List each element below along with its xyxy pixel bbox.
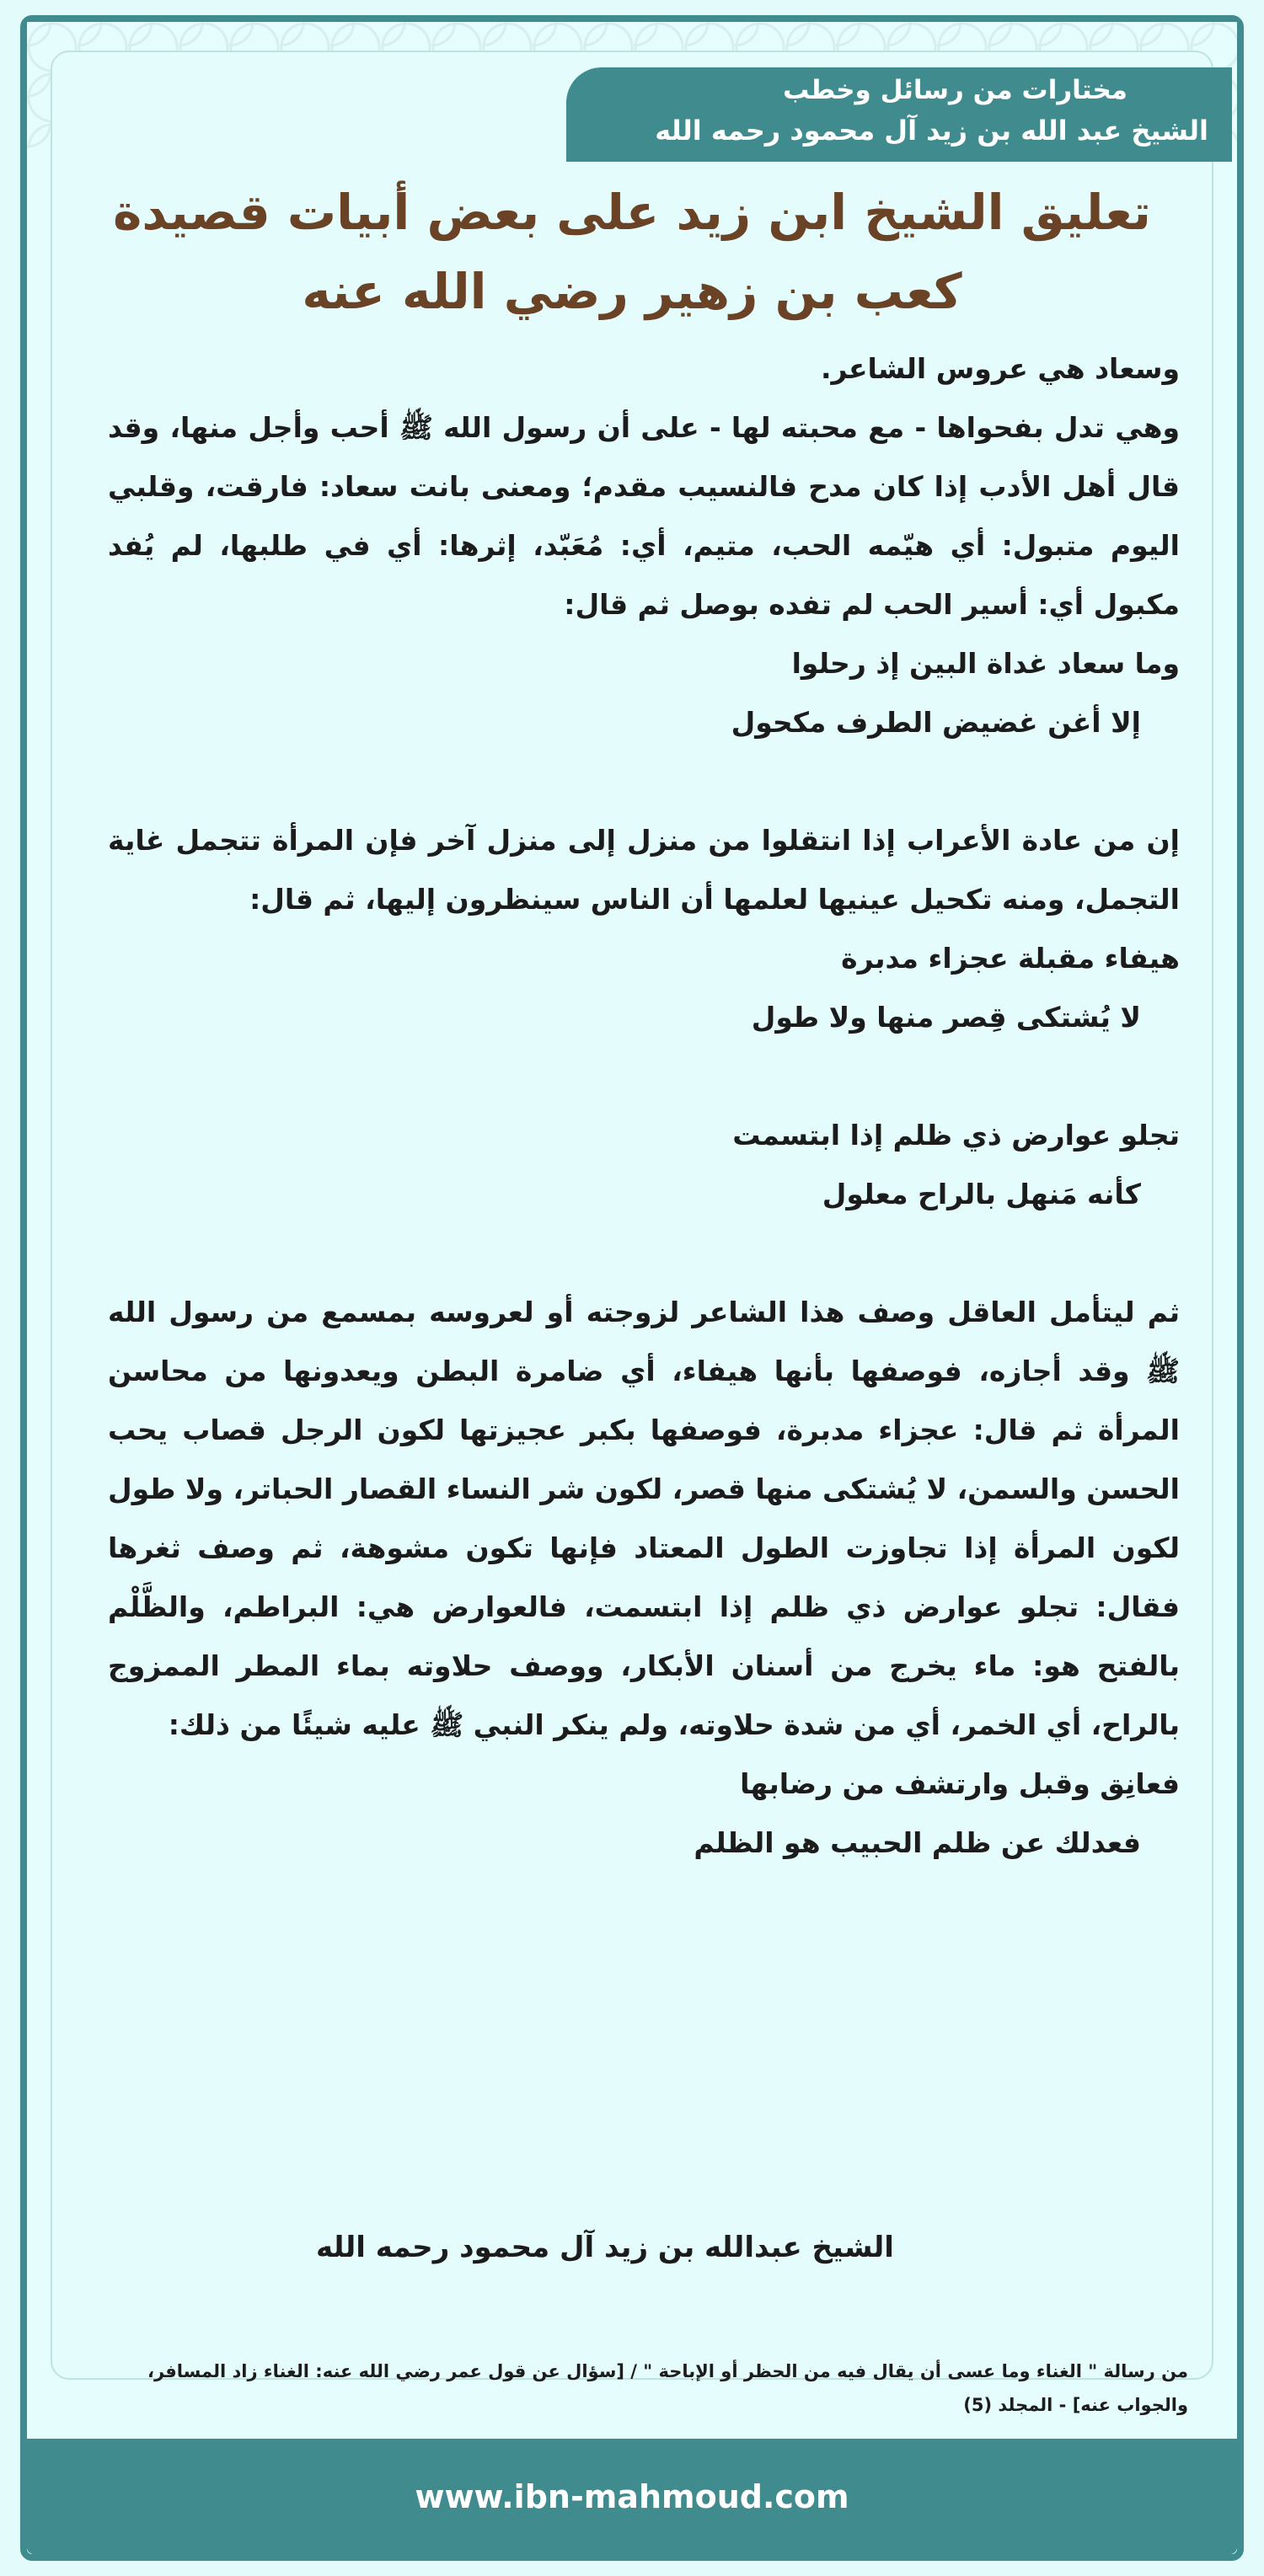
poem-verse-second-half: كأنه مَنهل بالراح معلول (822, 1178, 1141, 1211)
paragraph: وهي تدل بفحواها - مع محبته لها - على أن رسول الله ﷺ أحب وأجل منها، وقد قال أهل الأدب إذا كان مدح فالنسيب مقدم؛ ومعنى بانت سعاد: فارقت، وقلبي اليوم متبول: أي هيّمه الحب، متيم، أي: مُعَبّد، إثرها: أي في طلبها، لم يُفد مكبول أي: أسير الحب لم تفده بوصل ثم قال: (108, 411, 1180, 621)
author-signature: الشيخ عبدالله بن زيد آل محمود رحمه الله (316, 2231, 894, 2264)
article-title-line2: كعب بن زهير رضي الله عنه (302, 263, 962, 320)
spacer (108, 1224, 1180, 1283)
poem-verse-second-half: لا يُشتكى قِصر منها ولا طول (751, 1001, 1141, 1034)
poem-verse-second-half: إلا أغن غضيض الطرف مكحول (731, 706, 1141, 739)
article-body (108, 339, 1180, 1873)
poem-verse-first-half: وما سعاد غداة البين إذ رحلوا (791, 647, 1180, 680)
article-title (76, 173, 1188, 331)
series-author: الشيخ عبد الله بن زيد آل محمود رحمه الله (655, 115, 1208, 147)
poem-verse-second-half: فعدلك عن ظلم الحبيب هو الظلم (694, 1826, 1141, 1859)
article-title-line1: تعليق الشيخ ابن زيد على بعض أبيات قصيدة (113, 184, 1151, 241)
spacer (108, 752, 1180, 811)
source-citation: من رسالة " الغناء وما عسى أن يقال فيه من الحظر أو الإباحة " / [سؤال عن قول عمر رضي الله عنه: الغناء زاد المسافر، والجواب عنه] - المجلد (5) (147, 2361, 1188, 2415)
series-title: مختارات من رسائل وخطب (783, 75, 1127, 105)
poem-verse-first-half: هيفاء مقبلة عجزاء مدبرة (841, 942, 1180, 975)
paragraph: إن من عادة الأعراب إذا انتقلوا من منزل إلى منزل آخر فإن المرأة تتجمل غاية التجمل، ومنه تكحيل عينيها لعلمها أن الناس سينظرون إليها، ثم قال: (108, 824, 1180, 916)
spacer (108, 1047, 1180, 1106)
paragraph: وسعاد هي عروس الشاعر. (820, 352, 1180, 385)
poem-verse-first-half: تجلو عوارض ذي ظلم إذا ابتسمت (732, 1119, 1180, 1152)
footer-bar (27, 2439, 1237, 2554)
website-link[interactable]: www.ibn-mahmoud.com (415, 2477, 849, 2515)
series-banner (566, 67, 1232, 162)
poem-verse-first-half: فعانِق وقبل وارتشف من رضابها (740, 1767, 1180, 1800)
paragraph: ثم ليتأمل العاقل وصف هذا الشاعر لزوجته أو لعروسه بمسمع من رسول الله ﷺ وقد أجازه، فوصفها بأنها هيفاء، أي ضامرة البطن ويعدونها من محاسن المرأة ثم قال: عجزاء مدبرة، فوصفها بكبر عجيزتها لكون الرجل قصاب يحب الحسن والسمن، لا يُشتكى منها قصر، لكون شر النساء القصار الحباتر، ولا طول لكون المرأة إذا تجاوزت الطول المعتاد فإنها تكون مشوهة، ثم وصف ثغرها فقال: تجلو عوارض ذي ظلم إذا ابتسمت، فالعوارض هي: البراطم، والظَّلْم بالفتح هو: ماء يخرج من أسنان الأبكار، ووصف حلاوته بماء المطر الممزوج بالراح، أي الخمر، أي من شدة حلاوته، ولم ينكر النبي ﷺ عليه شيئًا من ذلك: (108, 1296, 1180, 1741)
